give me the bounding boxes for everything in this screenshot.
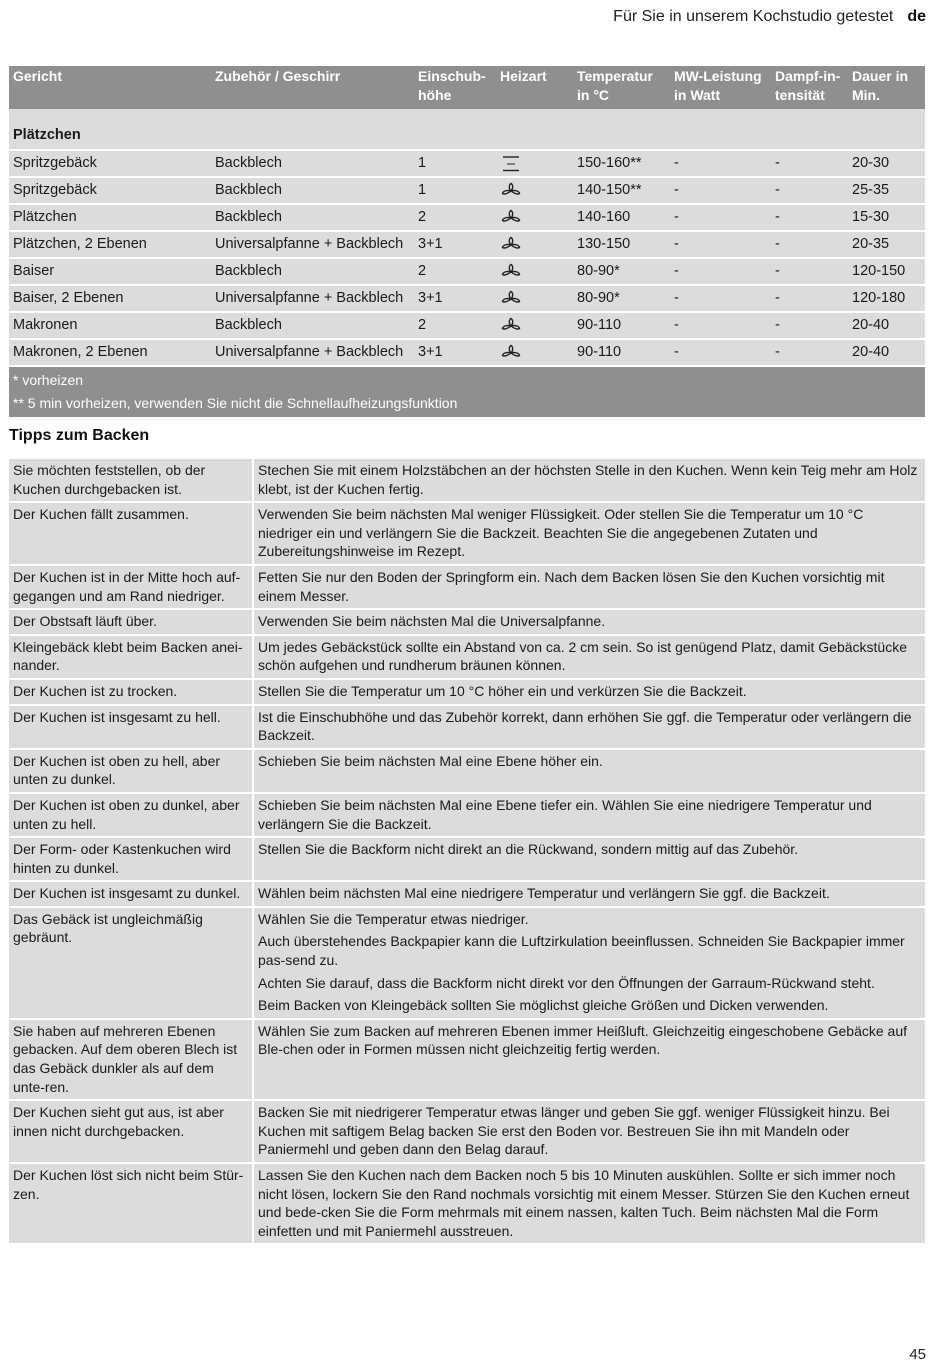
heating-mode-cell [496, 178, 573, 205]
tip-row [9, 882, 925, 908]
heating-mode-cell [496, 151, 573, 178]
solution-text: Wählen Sie die Temperatur etwas niedriger. [258, 910, 529, 927]
hot-air-fan-icon [500, 209, 522, 227]
problem-cell: Sie haben auf mehreren Ebenen gebacken. Auf dem oberen Blech ist das Gebäck dunkler als auf dem unte-ren. [9, 1020, 254, 1101]
time-cell: 120-150 [848, 259, 925, 286]
column-header: Dampf-in- tensität [771, 66, 848, 109]
steam-cell: - [771, 232, 848, 259]
temp-cell: 140-150** [573, 178, 670, 205]
mw-cell: - [670, 205, 771, 232]
level-cell: 2 [414, 313, 496, 340]
hot-air-fan-icon [500, 290, 522, 308]
column-header: Einschub- höhe [414, 66, 496, 109]
solution-text: Wählen beim nächsten Mal eine niedrigere Temperatur und verlängern Sie ggf. die Backzeit. [258, 885, 830, 902]
time-cell: 20-35 [848, 232, 925, 259]
solution-text: Lassen Sie den Kuchen nach dem Backen noch 5 bis 10 Minuten auskühlen. Sollte er sich immer noch nicht lösen, lockern Sie den Rand nochmals vorsichtig mit einem Messer. Stürzen Sie den Kuchen erneut und bede-cken Sie die Form mehrmals mit einem nassen, kalten Tuch. Beim nächsten Mal die Form einfetten und mit Paniermehl ausstreuen. [258, 1167, 910, 1239]
tip-row [9, 706, 925, 750]
problem-cell: Der Form- oder Kastenkuchen wird hinten zu dunkel. [9, 838, 254, 882]
tip-row [9, 794, 925, 838]
mw-cell: - [670, 313, 771, 340]
heating-mode-cell [496, 259, 573, 286]
solution-cell [254, 1020, 925, 1101]
section-title: Plätzchen [9, 109, 925, 151]
language-code: de [907, 8, 926, 25]
steam-cell: - [771, 259, 848, 286]
time-cell: 20-40 [848, 313, 925, 340]
accessory-cell: Universalpfanne + Backblech [211, 232, 414, 259]
table-row [9, 205, 925, 232]
problem-cell: Der Kuchen ist insgesamt zu dunkel. [9, 882, 254, 908]
heating-mode-cell [496, 205, 573, 232]
solution-text: Stellen Sie die Temperatur um 10 °C höher ein und verkürzen Sie die Backzeit. [258, 682, 747, 699]
dish-cell: Baiser [9, 259, 211, 286]
baking-table [9, 66, 925, 417]
steam-cell: - [771, 286, 848, 313]
level-cell: 1 [414, 151, 496, 178]
dish-cell: Baiser, 2 Ebenen [9, 286, 211, 313]
hot-air-fan-icon [500, 344, 522, 362]
mw-cell: - [670, 259, 771, 286]
table-row [9, 178, 925, 205]
footnotes [9, 367, 925, 417]
level-cell: 3+1 [414, 340, 496, 367]
accessory-cell: Backblech [211, 313, 414, 340]
accessory-cell: Backblech [211, 151, 414, 178]
dish-cell: Spritzgebäck [9, 151, 211, 178]
problem-cell: Der Obstsaft läuft über. [9, 610, 254, 636]
solution-cell [254, 706, 925, 750]
problem-cell: Das Gebäck ist ungleichmäßig gebräunt. [9, 908, 254, 1020]
time-cell: 20-40 [848, 340, 925, 367]
steam-cell: - [771, 151, 848, 178]
solution-text: Stellen Sie die Backform nicht direkt an die Rückwand, sondern mittig auf das Zubehör. [258, 841, 799, 858]
tip-row [9, 1101, 925, 1164]
solution-text: Achten Sie darauf, dass die Backform nicht direkt vor den Öffnungen der Garraum-Rückwand steht. [258, 974, 875, 991]
solution-text: Verwenden Sie beim nächsten Mal weniger Flüssigkeit. Oder stellen Sie die Temperatur um 10 °C niedriger ein und verlängern Sie die Backzeit. Beachten Sie die angegebenen Zutaten und Zubereitungshinweise im Rezept. [258, 506, 864, 560]
column-header: MW-Leistung in Watt [670, 66, 771, 109]
solution-cell [254, 908, 925, 1020]
solution-cell [254, 1101, 925, 1164]
temp-cell: 90-110 [573, 313, 670, 340]
hot-air-fan-icon [500, 263, 522, 281]
accessory-cell: Universalpfanne + Backblech [211, 340, 414, 367]
time-cell: 15-30 [848, 205, 925, 232]
steam-cell: - [771, 340, 848, 367]
problem-cell: Der Kuchen ist insgesamt zu hell. [9, 706, 254, 750]
problem-cell: Kleingebäck klebt beim Backen anei-nander. [9, 636, 254, 680]
solution-text: Wählen Sie zum Backen auf mehreren Ebenen immer Heißluft. Gleichzeitig eingeschobene Gebäcke auf Ble-chen oder in Formen müssen nicht gleichzeitig fertig werden. [258, 1022, 908, 1058]
solution-text: Schieben Sie beim nächsten Mal eine Ebene höher ein. [258, 752, 603, 769]
steam-cell: - [771, 205, 848, 232]
footnote: ** 5 min vorheizen, verwenden Sie nicht die Schnellaufheizungsfunktion [13, 395, 458, 411]
problem-cell: Sie möchten feststellen, ob der Kuchen durchgebacken ist. [9, 459, 254, 503]
column-header: Temperatur in °C [573, 66, 670, 109]
page-header [613, 8, 926, 26]
section-row [9, 109, 925, 151]
solution-cell [254, 750, 925, 794]
accessory-cell: Backblech [211, 178, 414, 205]
accessory-cell: Universalpfanne + Backblech [211, 286, 414, 313]
level-cell: 3+1 [414, 286, 496, 313]
level-cell: 2 [414, 205, 496, 232]
time-cell: 120-180 [848, 286, 925, 313]
problem-cell: Der Kuchen ist zu trocken. [9, 680, 254, 706]
tip-row [9, 636, 925, 680]
mw-cell: - [670, 286, 771, 313]
dish-cell: Plätzchen [9, 205, 211, 232]
solution-text: Verwenden Sie beim nächsten Mal die Universalpfanne. [258, 613, 606, 630]
page-number: 45 [909, 1346, 926, 1363]
problem-cell: Der Kuchen fällt zusammen. [9, 503, 254, 566]
mw-cell: - [670, 178, 771, 205]
level-cell: 3+1 [414, 232, 496, 259]
time-cell: 20-30 [848, 151, 925, 178]
footnotes-row [9, 367, 925, 417]
accessory-cell: Backblech [211, 259, 414, 286]
tip-row [9, 459, 925, 503]
solution-text: Um jedes Gebäckstück sollte ein Abstand von ca. 2 cm sein. So ist genügend Platz, damit Gebäckstücke schön aufgehen und rundherum bräunen können. [258, 638, 908, 674]
level-cell: 1 [414, 178, 496, 205]
tips-title: Tipps zum Backen [9, 427, 150, 444]
problem-cell: Der Kuchen ist oben zu dunkel, aber unten zu hell. [9, 794, 254, 838]
tip-row [9, 503, 925, 566]
hot-air-fan-icon [500, 317, 522, 335]
solution-text: Ist die Einschubhöhe und das Zubehör korrekt, dann erhöhen Sie ggf. die Temperatur oder verlängern die Backzeit. [258, 708, 912, 744]
table-row [9, 232, 925, 259]
heating-mode-cell [496, 232, 573, 259]
solution-cell [254, 566, 925, 610]
tip-row [9, 1020, 925, 1101]
temp-cell: 80-90* [573, 259, 670, 286]
mw-cell: - [670, 340, 771, 367]
baking-table-header [9, 66, 925, 109]
solution-text: Schieben Sie beim nächsten Mal eine Ebene tiefer ein. Wählen Sie eine niedrigere Temperatur und verlängern Sie die Backzeit. [258, 796, 872, 832]
steam-cell: - [771, 178, 848, 205]
accessory-cell: Backblech [211, 205, 414, 232]
temp-cell: 80-90* [573, 286, 670, 313]
heating-mode-cell [496, 286, 573, 313]
solution-cell [254, 680, 925, 706]
tip-row [9, 610, 925, 636]
tip-row [9, 680, 925, 706]
problem-cell: Der Kuchen ist in der Mitte hoch auf-gegangen und am Rand niedriger. [9, 566, 254, 610]
solution-cell [254, 610, 925, 636]
mw-cell: - [670, 151, 771, 178]
column-header: Dauer in Min. [848, 66, 925, 109]
table-row [9, 259, 925, 286]
time-cell: 25-35 [848, 178, 925, 205]
tip-row [9, 908, 925, 1020]
solution-cell [254, 882, 925, 908]
column-header: Gericht [9, 66, 211, 109]
hot-air-fan-icon [500, 182, 522, 200]
problem-cell: Der Kuchen sieht gut aus, ist aber innen nicht durchgebacken. [9, 1101, 254, 1164]
column-header: Zubehör / Geschirr [211, 66, 414, 109]
solution-cell [254, 503, 925, 566]
level-cell: 2 [414, 259, 496, 286]
tip-row [9, 838, 925, 882]
table-row [9, 340, 925, 367]
top-bottom-heat-icon [500, 155, 522, 173]
solution-cell [254, 794, 925, 838]
solution-text: Fetten Sie nur den Boden der Springform ein. Nach dem Backen lösen Sie den Kuchen vorsichtig mit einem Messer. [258, 568, 885, 604]
table-row [9, 151, 925, 178]
temp-cell: 130-150 [573, 232, 670, 259]
column-header: Heizart [496, 66, 573, 109]
table-row [9, 313, 925, 340]
dish-cell: Makronen [9, 313, 211, 340]
heating-mode-cell [496, 340, 573, 367]
solution-text: Stechen Sie mit einem Holzstäbchen an der höchsten Stelle in den Kuchen. Wenn kein Teig mehr am Holz klebt, ist der Kuchen fertig. [258, 462, 918, 497]
temp-cell: 150-160** [573, 151, 670, 178]
dish-cell: Makronen, 2 Ebenen [9, 340, 211, 367]
solution-cell [254, 1164, 925, 1245]
solution-text: Beim Backen von Kleingebäck sollten Sie möglichst gleiche Größen und Dicken verwenden. [258, 997, 829, 1014]
mw-cell: - [670, 232, 771, 259]
dish-cell: Plätzchen, 2 Ebenen [9, 232, 211, 259]
footnote: * vorheizen [13, 372, 84, 388]
tips-table [9, 459, 925, 1245]
solution-cell [254, 636, 925, 680]
temp-cell: 90-110 [573, 340, 670, 367]
heating-mode-cell [496, 313, 573, 340]
problem-cell: Der Kuchen löst sich nicht beim Stür-zen. [9, 1164, 254, 1245]
table-row [9, 286, 925, 313]
hot-air-fan-icon [500, 236, 522, 254]
solution-text: Backen Sie mit niedrigerer Temperatur etwas länger und geben Sie ggf. weniger Flüssigkeit hinzu. Bei Kuchen mit saftigem Belag backen Sie erst den Boden vor. Bestreuen Sie ihn mit Mandeln oder Paniermehl und geben dann den Belag darauf. [258, 1104, 890, 1158]
tip-row [9, 750, 925, 794]
header-title: Für Sie in unserem Kochstudio getestet [613, 8, 894, 25]
dish-cell: Spritzgebäck [9, 178, 211, 205]
tip-row [9, 566, 925, 610]
solution-cell [254, 459, 925, 503]
solution-text: Auch überstehendes Backpapier kann die Luftzirkulation beeinflussen. Schneiden Sie Backpapier immer pas-send zu. [258, 933, 905, 969]
tip-row [9, 1164, 925, 1245]
problem-cell: Der Kuchen ist oben zu hell, aber unten zu dunkel. [9, 750, 254, 794]
temp-cell: 140-160 [573, 205, 670, 232]
steam-cell: - [771, 313, 848, 340]
solution-cell [254, 838, 925, 882]
